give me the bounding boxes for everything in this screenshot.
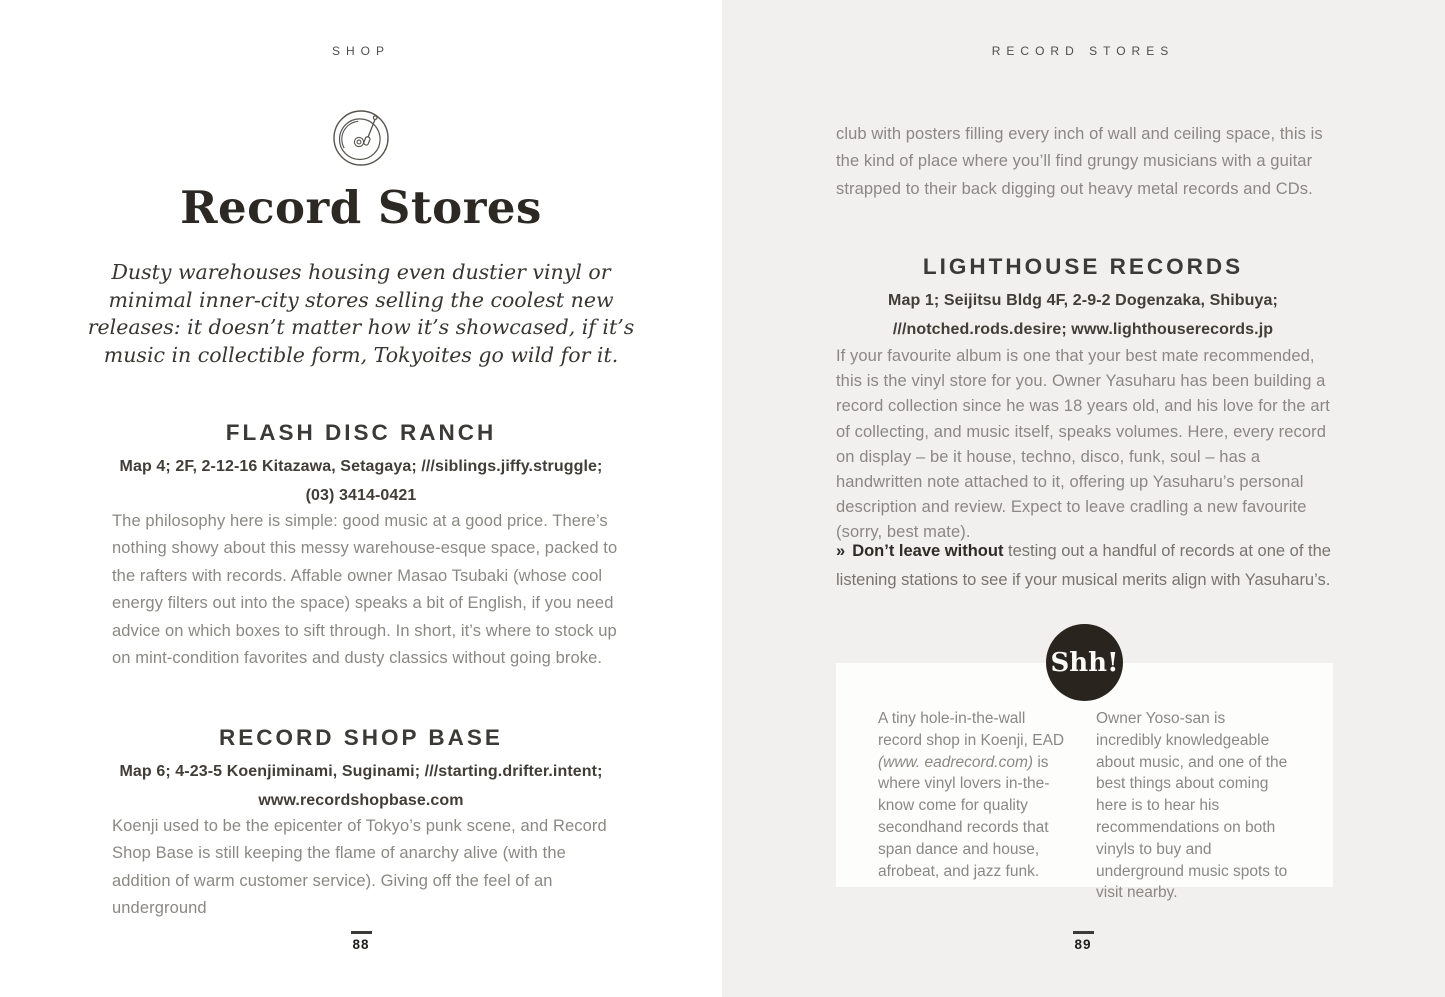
shh-left-text: A tiny hole-in-the-wall record shop in Koenji, EAD — [878, 710, 1065, 749]
chapter-intro: Dusty warehouses housing even dustier vinyl or minimal inner-city stores selling the coolest new releases: it doesn’t matter how it’s showcased, if it’s music in collectible form, Tokyoites go wild for it. — [87, 260, 635, 367]
page-number: 89 — [1074, 936, 1092, 952]
shh-box-left-column — [878, 708, 1066, 882]
shop-address — [0, 758, 722, 815]
shh-badge-label: Shh! — [1050, 647, 1119, 678]
shh-left-url: (www. eadrecord.com) — [878, 753, 1034, 771]
address-line-2: ///notched.rods.desire; www.lighthouserecords.jp — [892, 320, 1274, 338]
vinyl-record-icon — [332, 109, 390, 167]
page-footer-left — [0, 931, 722, 952]
running-head-right: RECORD STORES — [991, 44, 1175, 58]
continuation-paragraph: club with posters filling every inch of wall and ceiling space, this is the kind of place where you’ll find grungy musicians with a guitar strapped to their back digging out heavy metal records and CDs. — [836, 125, 1323, 198]
shop-heading-lighthouse-records: LIGHTHOUSE RECORDS — [922, 254, 1244, 279]
shh-left-text: is where vinyl lovers in-the-know come for quality secondhand records that span dance and house, afrobeat, and jazz funk. — [878, 753, 1050, 880]
address-line-1: Map 1; Seijitsu Bldg 4F, 2-9-2 Dogenzaka, Shibuya; — [888, 292, 1278, 309]
shop-heading-record-shop-base: RECORD SHOP BASE — [219, 725, 503, 750]
pagenum-rule — [1073, 931, 1094, 934]
tip-text: testing out a handful of records at one of the listening stations to see if your musical merits align with Yasuharu’s. — [836, 542, 1331, 589]
right-page — [722, 0, 1445, 997]
chevron-marker-icon: » — [836, 542, 845, 560]
page-footer-right — [722, 931, 1444, 952]
address-line-1: Map 4; 2F, 2-12-16 Kitazawa, Setagaya; ///siblings.jiffy.struggle; — [119, 458, 603, 475]
address-line-2: www.recordshopbase.com — [258, 791, 464, 809]
pagenum-rule — [351, 931, 372, 934]
left-page — [0, 0, 722, 997]
shop-description: The philosophy here is simple: good music at a good price. There’s nothing showy about this messy warehouse-esque space, packed to the rafters with records. Affable owner Masao Tsubaki (whose cool energy filters out into the space) speaks a bit of English, if you need advice on which boxes to sift through. In short, it’s where to stock up on mint-condition favorites and dusty classics without going broke. — [112, 512, 618, 668]
shop-address — [722, 287, 1444, 344]
shop-description: Koenji used to be the epicenter of Tokyo’s punk scene, and Record Shop Base is still keeping the flame of anarchy alive (with the addition of warm customer service). Giving off the feel of an underground — [112, 817, 607, 918]
dont-leave-without-tip — [836, 537, 1336, 594]
address-line-1: Map 6; 4-23-5 Koenjiminami, Suginami; ///starting.drifter.intent; — [119, 763, 603, 780]
address-line-2: (03) 3414-0421 — [305, 486, 417, 504]
page-number: 88 — [352, 936, 370, 952]
page-title: Record Stores — [180, 181, 542, 234]
running-head-left: SHOP — [331, 44, 390, 58]
shh-box-right-column: Owner Yoso-san is incredibly knowledgeable about music, and one of the best things about coming here is to hear his recommendations on both vinyls to buy and underground music spots to visit nearby. — [1096, 710, 1288, 902]
tip-bold-label: Don’t leave without — [852, 542, 1004, 560]
shop-description: If your favourite album is one that your best mate recommended, this is the vinyl store for you. Owner Yasuharu has been building a record collection since he was 18 years old, and his love for the art of collecting, and music itself, speaks volumes. Here, every record on display – be it house, techno, disco, funk, soul – has a handwritten note attached to it, offering up Yasuharu’s personal description and review. Expect to leave cradling a new favourite (sorry, best mate). — [836, 347, 1330, 542]
shop-heading-flash-disc-ranch: FLASH DISC RANCH — [225, 420, 497, 445]
shop-address — [0, 453, 722, 510]
shh-badge — [1046, 624, 1123, 701]
